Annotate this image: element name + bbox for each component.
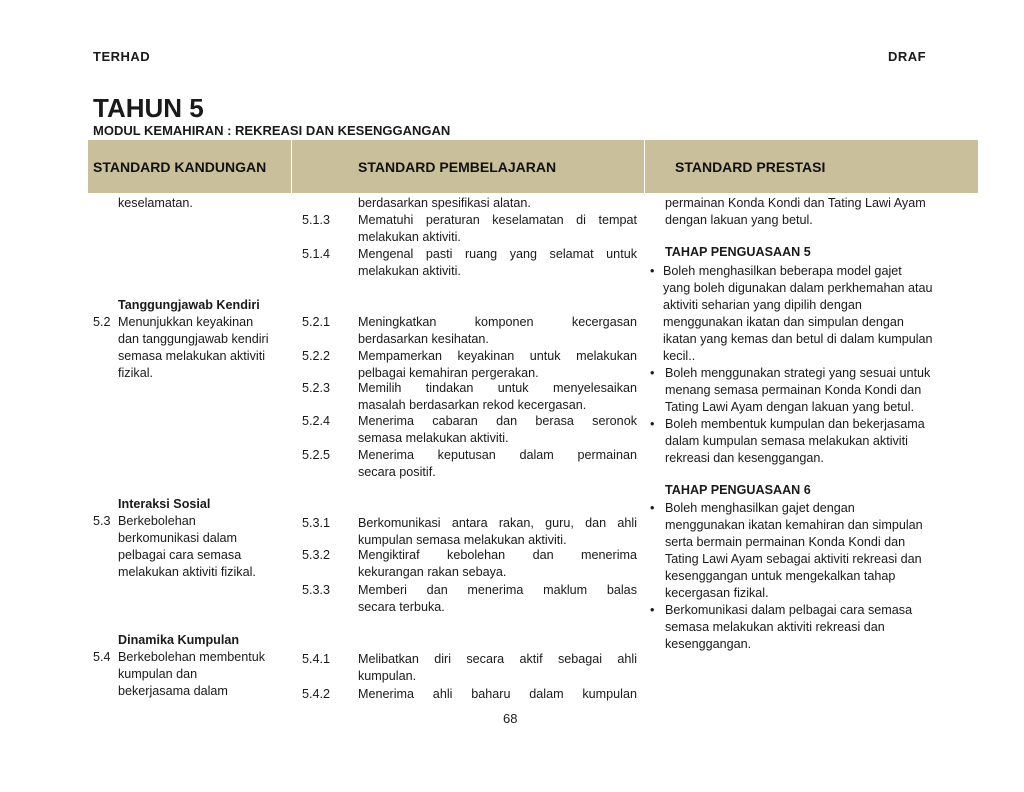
column-header-kandungan: STANDARD KANDUNGAN bbox=[93, 159, 267, 175]
prestasi-text: menggunakan ikatan kemahiran dan simpulan bbox=[665, 518, 923, 532]
section-heading: Dinamika Kumpulan bbox=[118, 633, 240, 647]
bullet-icon: • bbox=[650, 366, 655, 380]
section-number: 5.3 bbox=[93, 514, 111, 528]
item-code: 5.1.4 bbox=[302, 247, 331, 261]
prestasi-text: Tating Lawi Ayam sebagai aktiviti rekreasi dan bbox=[665, 552, 922, 566]
pembelajaran-text: secara terbuka. bbox=[358, 600, 445, 614]
draft-label: DRAF bbox=[888, 49, 927, 64]
kandungan-text: berkomunikasi dalam bbox=[118, 531, 237, 545]
bullet-icon: • bbox=[650, 501, 655, 515]
prestasi-text: dalam kumpulan semasa melakukan aktiviti bbox=[665, 434, 908, 448]
pembelajaran-text: berdasarkan kesihatan. bbox=[358, 332, 489, 346]
item-code: 5.3.3 bbox=[302, 583, 331, 597]
module-subtitle: MODUL KEMAHIRAN : REKREASI DAN KESENGGANGAN bbox=[93, 123, 451, 138]
tahap-heading: TAHAP PENGUASAAN 6 bbox=[665, 483, 811, 497]
column-header-prestasi: STANDARD PRESTASI bbox=[675, 159, 826, 175]
pembelajaran-text: Mengenal pasti ruang yang selamat untuk bbox=[358, 247, 637, 261]
kandungan-text: keselamatan. bbox=[118, 196, 193, 210]
kandungan-text: fizikal. bbox=[118, 366, 153, 380]
prestasi-text: Boleh menghasilkan beberapa model gajet bbox=[663, 264, 902, 278]
pembelajaran-text: kekurangan rakan sebaya. bbox=[358, 565, 507, 579]
item-code: 5.2.5 bbox=[302, 448, 331, 462]
kandungan-text: melakukan aktiviti fizikal. bbox=[118, 565, 256, 579]
tahap-heading: TAHAP PENGUASAAN 5 bbox=[665, 245, 811, 259]
pembelajaran-text: Mempamerkan keyakinan untuk melakukan bbox=[358, 349, 637, 363]
section-number: 5.2 bbox=[93, 315, 111, 329]
section-number: 5.4 bbox=[93, 650, 111, 664]
prestasi-text: ikatan yang kemas dan betul di dalam kumpulan bbox=[663, 332, 933, 346]
pembelajaran-text: Memilih tindakan untuk menyelesaikan bbox=[358, 381, 637, 395]
bullet-icon: • bbox=[650, 264, 655, 278]
prestasi-text: menang semasa permainan Konda Kondi dan bbox=[665, 383, 922, 397]
prestasi-text: kecergasan fizikal. bbox=[665, 586, 769, 600]
bullet-icon: • bbox=[650, 603, 655, 617]
pembelajaran-text: Menerima ahli baharu dalam kumpulan bbox=[358, 687, 637, 701]
prestasi-text: menggunakan ikatan dan simpulan dengan bbox=[663, 315, 904, 329]
pembelajaran-text: pelbagai kemahiran pergerakan. bbox=[358, 366, 539, 380]
prestasi-text: kesenggangan. bbox=[665, 637, 752, 651]
page-title: TAHUN 5 bbox=[93, 93, 204, 123]
pembelajaran-text: Menerima cabaran dan berasa seronok bbox=[358, 414, 637, 428]
prestasi-text: Tating Lawi Ayam dengan lakuan yang betul. bbox=[665, 400, 915, 414]
pembelajaran-text: Memberi dan menerima maklum balas bbox=[358, 583, 637, 597]
prestasi-text: serta bermain permainan Konda Kondi dan bbox=[665, 535, 906, 549]
pembelajaran-text: Mematuhi peraturan keselamatan di tempat bbox=[358, 213, 637, 227]
prestasi-text: Berkomunikasi dalam pelbagai cara semasa bbox=[665, 603, 913, 617]
pembelajaran-text: semasa melakukan aktiviti. bbox=[358, 431, 509, 445]
item-code: 5.4.2 bbox=[302, 687, 331, 701]
pembelajaran-text: melakukan aktiviti. bbox=[358, 230, 461, 244]
prestasi-text: Boleh membentuk kumpulan dan bekerjasama bbox=[665, 417, 925, 431]
kandungan-text: Menunjukkan keyakinan bbox=[118, 315, 254, 329]
pembelajaran-text: kumpulan. bbox=[358, 669, 417, 683]
pembelajaran-text: berdasarkan spesifikasi alatan. bbox=[358, 196, 531, 210]
prestasi-text: rekreasi dan kesenggangan. bbox=[665, 451, 824, 465]
kandungan-text: pelbagai cara semasa bbox=[118, 548, 242, 562]
pembelajaran-text: masalah berdasarkan rekod kecergasan. bbox=[358, 398, 587, 412]
prestasi-text: kesenggangan untuk mengekalkan tahap bbox=[665, 569, 896, 583]
pembelajaran-text: Mengiktiraf kebolehan dan menerima bbox=[358, 548, 637, 562]
page-number: 68 bbox=[503, 711, 518, 726]
pembelajaran-text: kumpulan semasa melakukan aktiviti. bbox=[358, 533, 567, 547]
kandungan-text: Berkebolehan membentuk bbox=[118, 650, 266, 664]
prestasi-text: Boleh menghasilkan gajet dengan bbox=[665, 501, 855, 515]
prestasi-text: kecil.. bbox=[663, 349, 696, 363]
pembelajaran-text: Meningkatkan komponen kecergasan bbox=[358, 315, 637, 329]
section-heading: Tanggungjawab Kendiri bbox=[118, 298, 260, 312]
section-heading: Interaksi Sosial bbox=[118, 497, 211, 511]
item-code: 5.2.4 bbox=[302, 414, 331, 428]
pembelajaran-text: Melibatkan diri secara aktif sebagai ahli bbox=[358, 652, 637, 666]
bullet-icon: • bbox=[650, 417, 655, 431]
column-header-pembelajaran: STANDARD PEMBELAJARAN bbox=[358, 159, 557, 175]
kandungan-text: Berkebolehan bbox=[118, 514, 196, 528]
kandungan-text: kumpulan dan bbox=[118, 667, 198, 681]
item-code: 5.2.3 bbox=[302, 381, 331, 395]
kandungan-text: bekerjasama dalam bbox=[118, 684, 228, 698]
prestasi-text: semasa melakukan aktiviti rekreasi dan bbox=[665, 620, 885, 634]
item-code: 5.2.2 bbox=[302, 349, 331, 363]
kandungan-text: semasa melakukan aktiviti bbox=[118, 349, 265, 363]
pembelajaran-text: melakukan aktiviti. bbox=[358, 264, 461, 278]
item-code: 5.4.1 bbox=[302, 652, 331, 666]
prestasi-text: permainan Konda Kondi dan Tating Lawi Ayam bbox=[665, 196, 926, 210]
item-code: 5.1.3 bbox=[302, 213, 331, 227]
pembelajaran-text: Menerima keputusan dalam permainan bbox=[358, 448, 637, 462]
pembelajaran-text: secara positif. bbox=[358, 465, 436, 479]
item-code: 5.3.1 bbox=[302, 516, 331, 530]
prestasi-text: Boleh menggunakan strategi yang sesuai untuk bbox=[665, 366, 931, 380]
prestasi-text: yang boleh digunakan dalam perkhemahan atau bbox=[663, 281, 933, 295]
kandungan-text: dan tanggungjawab kendiri bbox=[118, 332, 269, 346]
prestasi-text: aktiviti seharian yang dipilih dengan bbox=[663, 298, 862, 312]
item-code: 5.3.2 bbox=[302, 548, 331, 562]
pembelajaran-text: Berkomunikasi antara rakan, guru, dan ahli bbox=[358, 516, 637, 530]
item-code: 5.2.1 bbox=[302, 315, 331, 329]
classification-label: TERHAD bbox=[93, 49, 151, 64]
prestasi-text: dengan lakuan yang betul. bbox=[665, 213, 813, 227]
